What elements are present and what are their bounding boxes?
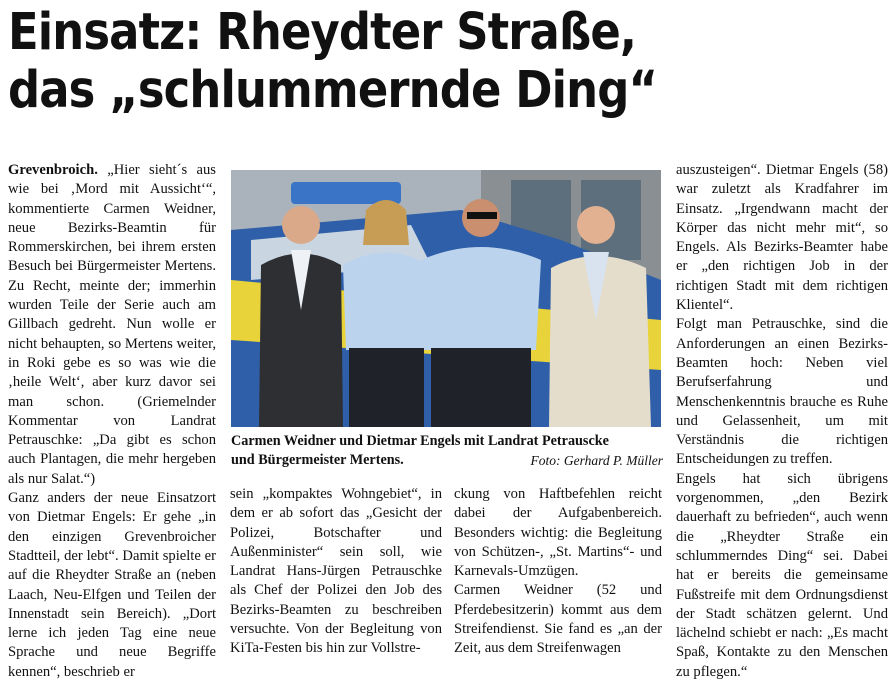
paragraph xyxy=(8,161,216,489)
paragraph-text: „Hier sieht´s aus wie bei ‚Mord mit Aussicht‘“, kommentierte Carmen Weidner, neue Bezirks-Beamtin für Rommerskirchen, bei ihrem ersten Besuch bei Bürgermeister Mertens. Zu Recht, meinte der; immerhin wurden Teile der Serie auch am Gillbach gedreht. Nun wolle er nicht behaupten, so Mertens weiter, in Roki gebe es so was wie die ‚heile Welt‘, aber kurz davor sei man schon. (Griemelnder Kommentar von Landrat Petrauschke: „Da gibt es schon auch Plantagen, die mehr hergeben als nur Salat.“) xyxy=(8,162,216,487)
article-photo xyxy=(231,170,661,427)
article-column-3 xyxy=(454,485,662,659)
paragraph: Engels hat sich übrigens vorgenommen, „den Bezirk dauerhaft zu befrieden“, auch wenn die „Rheydter Straße ein schlummerndes Ding“ sei. Dabei hat er bereits die gemeinsame Fußstreife mit dem Ordnungsdienst der Stadt schätzen gelernt. Und lächelnd schiebt er nach: „Es macht Spaß, Kontakte zu den Menschen zu pflegen.“ xyxy=(676,470,888,680)
headline-line-2: das „schlummernde Ding“ xyxy=(8,61,658,120)
caption-line-2: und Bürgermeister Mertens. xyxy=(231,452,404,468)
paragraph: ckung von Haftbefehlen reicht dabei der Aufgabenbereich. Besonders wichtig: die Begleitung von Schützen-, „St. Martins“- und Karnevals-Umzügen. xyxy=(454,486,662,580)
photo-credit: Foto: Gerhard P. Müller xyxy=(530,453,663,468)
paragraph: Folgt man Petrauschke, sind die Anforderungen an einen Bezirks-Beamten hoch: Neben viel Berufserfahrung und Menschenkenntnis brauche es Ruhe und Gelassenheit, um mit Verständnis die richtigen Entscheidungen zu treffen. xyxy=(676,316,888,468)
article-column-2 xyxy=(230,485,442,659)
paragraph: Ganz anders der neue Einsatzort von Dietmar Engels: Er gehe „in den einzigen Grevenbroicher Stadtteil, der lebt“. Damit spielte er auf die Rheydter Straße an (neben Laach, Neu-Elfgen und Teilen der Innenstadt sein Bereich). „Dort lerne ich jeden Tag eine neue Sprache und neue Begriffe kennen“, beschrieb er xyxy=(8,490,216,680)
paragraph: sein „kompaktes Wohngebiet“, in dem er ab sofort das „Gesicht der Polizei, Botschafter und Außenminister“ sein soll, wie Landrat Hans-Jürgen Petrauschke als Chef der Polizei den Job des Bezirks-Beamten zu beschreiben versuchte. Von der Begleitung von KiTa-Festen bis hin zur Vollstre- xyxy=(230,486,442,657)
photo-illustration xyxy=(231,170,661,427)
paragraph: auszusteigen“. Dietmar Engels (58) war zuletzt als Kradfahrer im Einsatz. „Irgendwann macht der Körper das nicht mehr mit“, so Engels. Als Bezirks-Beamter habe er „den richtigen Job in der richtigen Stadt mit dem richtigen Klientel“. xyxy=(676,162,888,314)
dateline: Grevenbroich. xyxy=(8,162,98,178)
photo-caption xyxy=(231,432,663,470)
article-column-1 xyxy=(8,161,216,682)
caption-line-1: Carmen Weidner und Dietmar Engels mit Landrat Petrauscke xyxy=(231,433,609,449)
headline-line-1: Einsatz: Rheydter Straße, xyxy=(8,3,637,62)
article-column-4 xyxy=(676,161,888,682)
headline xyxy=(8,4,782,120)
paragraph: Carmen Weidner (52 und Pferdebesitzerin) kommt aus dem Streifendienst. Sie fand es „an der Zeit, aus dem Streifenwagen xyxy=(454,582,662,657)
